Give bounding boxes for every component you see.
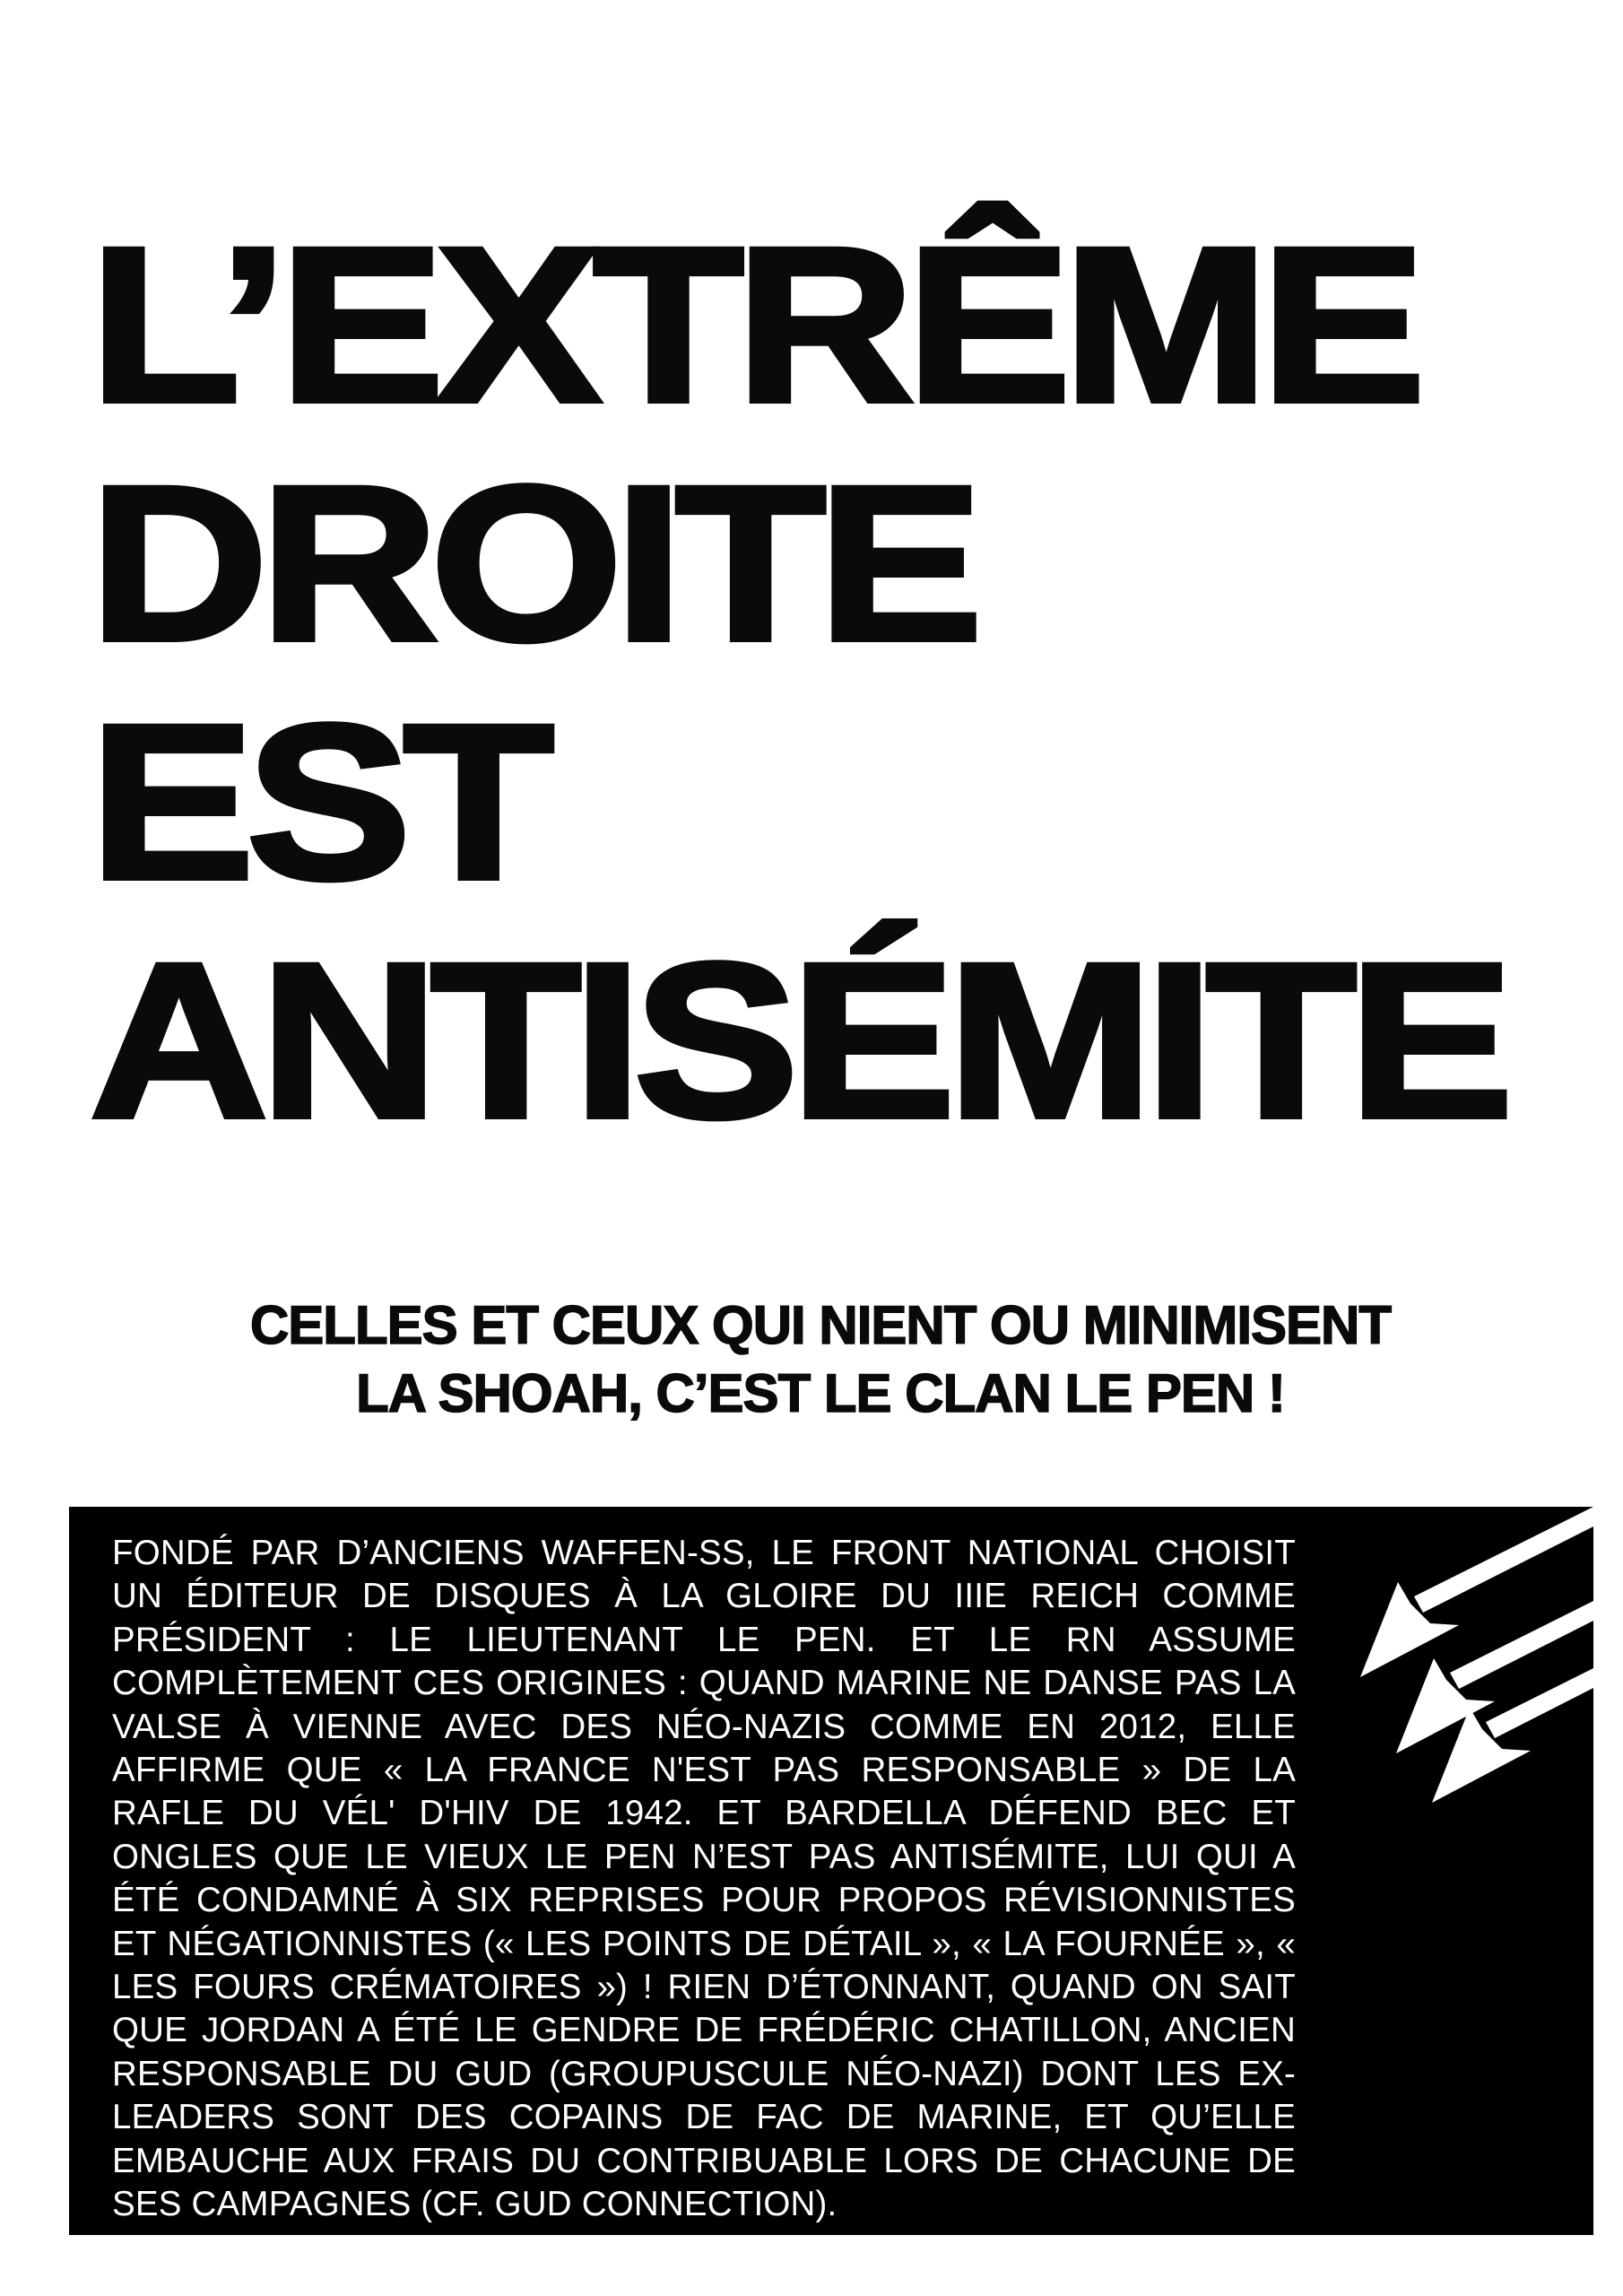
subtitle-line-1: CELLES ET CEUX QUI NIENT OU MINIMISENT — [249, 1295, 1392, 1355]
arrow-shaft-1 — [1414, 1507, 1593, 1613]
arrow-shaft-3 — [1486, 1668, 1593, 1738]
headline — [90, 202, 1560, 1164]
text-box — [69, 1507, 1593, 2235]
headline-line-3: EST — [90, 679, 546, 926]
arrow-shaft-2 — [1450, 1601, 1593, 1689]
headline-line-4: ANTISÉMITE — [90, 918, 1506, 1164]
headline-line-2: DROITE — [90, 440, 976, 687]
headline-line-1: L’EXTRÊME — [90, 202, 1418, 448]
subtitle-line-2: LA SHOAH, C’EST LE CLAN LE PEN ! — [356, 1363, 1285, 1423]
body-paragraph: FONDÉ PAR D’ANCIENS WAFFEN-SS, LE FRONT NATIONAL CHOISIT UN ÉDITEUR DE DISQUES À LA GLOIRE DU IIIE REICH COMME PRÉSIDENT : LE LIEUTENANT LE PEN. ET LE RN ASSUME COMPLÈTEMENT CES ORIGINES : QUAND MARINE NE DANSE PAS LA VALSE À VIENNE AVEC DES NÉO-NAZIS COMME EN 2012, ELLE AFFIRME QUE « LA FRANCE N'EST PAS RESPONSABLE » DE LA RAFLE DU VÉL' D'HIV DE 1942. ET BARDELLA DÉFEND BEC ET ONGLES QUE LE VIEUX LE PEN N’EST PAS ANTISÉMITE, LUI QUI A ÉTÉ CONDAMNÉ À SIX REPRISES POUR PROPOS RÉVISIONNISTES ET NÉGATIONNISTES (« LES POINTS DE DÉTAIL », « LA FOURNÉE », « LES FOURS CRÉMATOIRES ») ! RIEN D’ÉTONNANT, QUAND ON SAIT QUE JORDAN A ÉTÉ LE GENDRE DE FRÉDÉRIC CHATILLON, ANCIEN RESPONSABLE DU GUD (GROUPUSCULE NÉO-NAZI) DONT LES EX-LEADERS SONT DES COPAINS DE FAC DE MARINE, ET QU’ELLE EMBAUCHE AUX FRAIS DU CONTRIBUABLE LORS DE CHACUNE DE SES CAMPAGNES (CF. GUD CONNECTION). — [112, 1534, 1296, 2224]
three-arrows-icon — [1324, 1507, 1593, 1830]
subtitle — [117, 1292, 1524, 1428]
